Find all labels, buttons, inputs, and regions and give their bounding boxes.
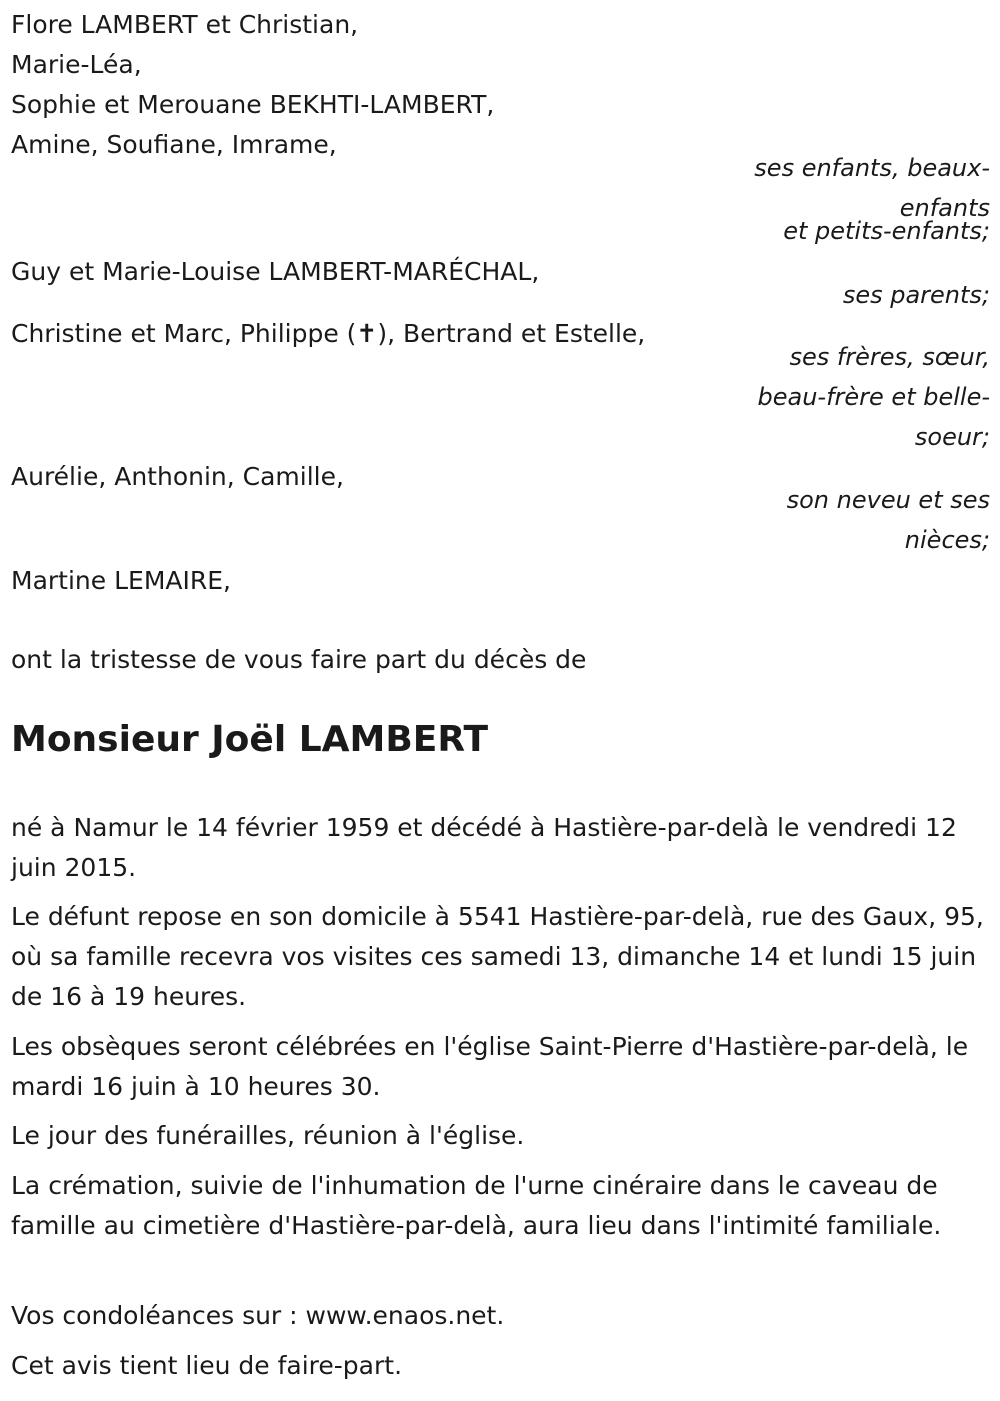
paragraph-birth-death: né à Namur le 14 février 1959 et décédé à Hastière-par-delà le vendredi 12 juin 2015. <box>11 813 957 882</box>
paragraph-cremation: La crémation, suivie de l'inhumation de l'urne cinéraire dans le caveau de famille au cimetière d'Hastière-par-delà, aura lieu dans l'intimité familiale. <box>11 1171 942 1240</box>
family-line-siblings: Christine et Marc, Philippe (✝), Bertrand et Estelle, <box>11 319 646 348</box>
family-line-children-1: Flore LAMBERT et Christian, <box>11 10 359 39</box>
relation-children-2: enfants <box>899 194 990 222</box>
deceased-name: Monsieur Joël LAMBERT <box>11 719 489 760</box>
family-line-partner: Martine LEMAIRE, <box>11 566 231 595</box>
paragraph-funeral: Les obsèques seront célébrées en l'église Saint-Pierre d'Hastière-par-delà, le mardi 16 juin à 10 heures 30. <box>11 1032 969 1101</box>
relation-children-1: ses enfants, beaux- <box>754 154 990 182</box>
relation-siblings-3: soeur; <box>914 423 990 451</box>
paragraph-condolences: Vos condoléances sur : www.enaos.net. <box>11 1301 505 1330</box>
paragraph-visitation: Le défunt repose en son domicile à 5541 Hastière-par-delà, rue des Gaux, 95, où sa famille recevra vos visites ces samedi 13, dimanche 14 et lundi 15 juin de 16 à 19 heures. <box>11 902 984 1011</box>
announcement-text: ont la tristesse de vous faire part du décès de <box>11 645 587 674</box>
relation-siblings-2: beau-frère et belle- <box>757 383 990 411</box>
family-line-nephews: Aurélie, Anthonin, Camille, <box>11 462 344 491</box>
relation-children-3: et petits-enfants; <box>783 217 990 245</box>
relation-nephews-2: nièces; <box>904 526 990 554</box>
paragraph-notice: Cet avis tient lieu de faire-part. <box>11 1351 403 1380</box>
family-line-children-3: Sophie et Merouane BEKHTI-LAMBERT, <box>11 90 495 119</box>
family-line-parents: Guy et Marie-Louise LAMBERT-MARÉCHAL, <box>11 257 540 286</box>
paragraph-meeting: Le jour des funérailles, réunion à l'église. <box>11 1121 525 1150</box>
relation-siblings-1: ses frères, sœur, <box>789 343 990 371</box>
relation-nephews-1: son neveu et ses <box>786 486 990 514</box>
family-line-children-4: Amine, Soufiane, Imrame, <box>11 130 337 159</box>
family-line-children-2: Marie-Léa, <box>11 50 142 79</box>
relation-parents: ses parents; <box>842 281 990 309</box>
